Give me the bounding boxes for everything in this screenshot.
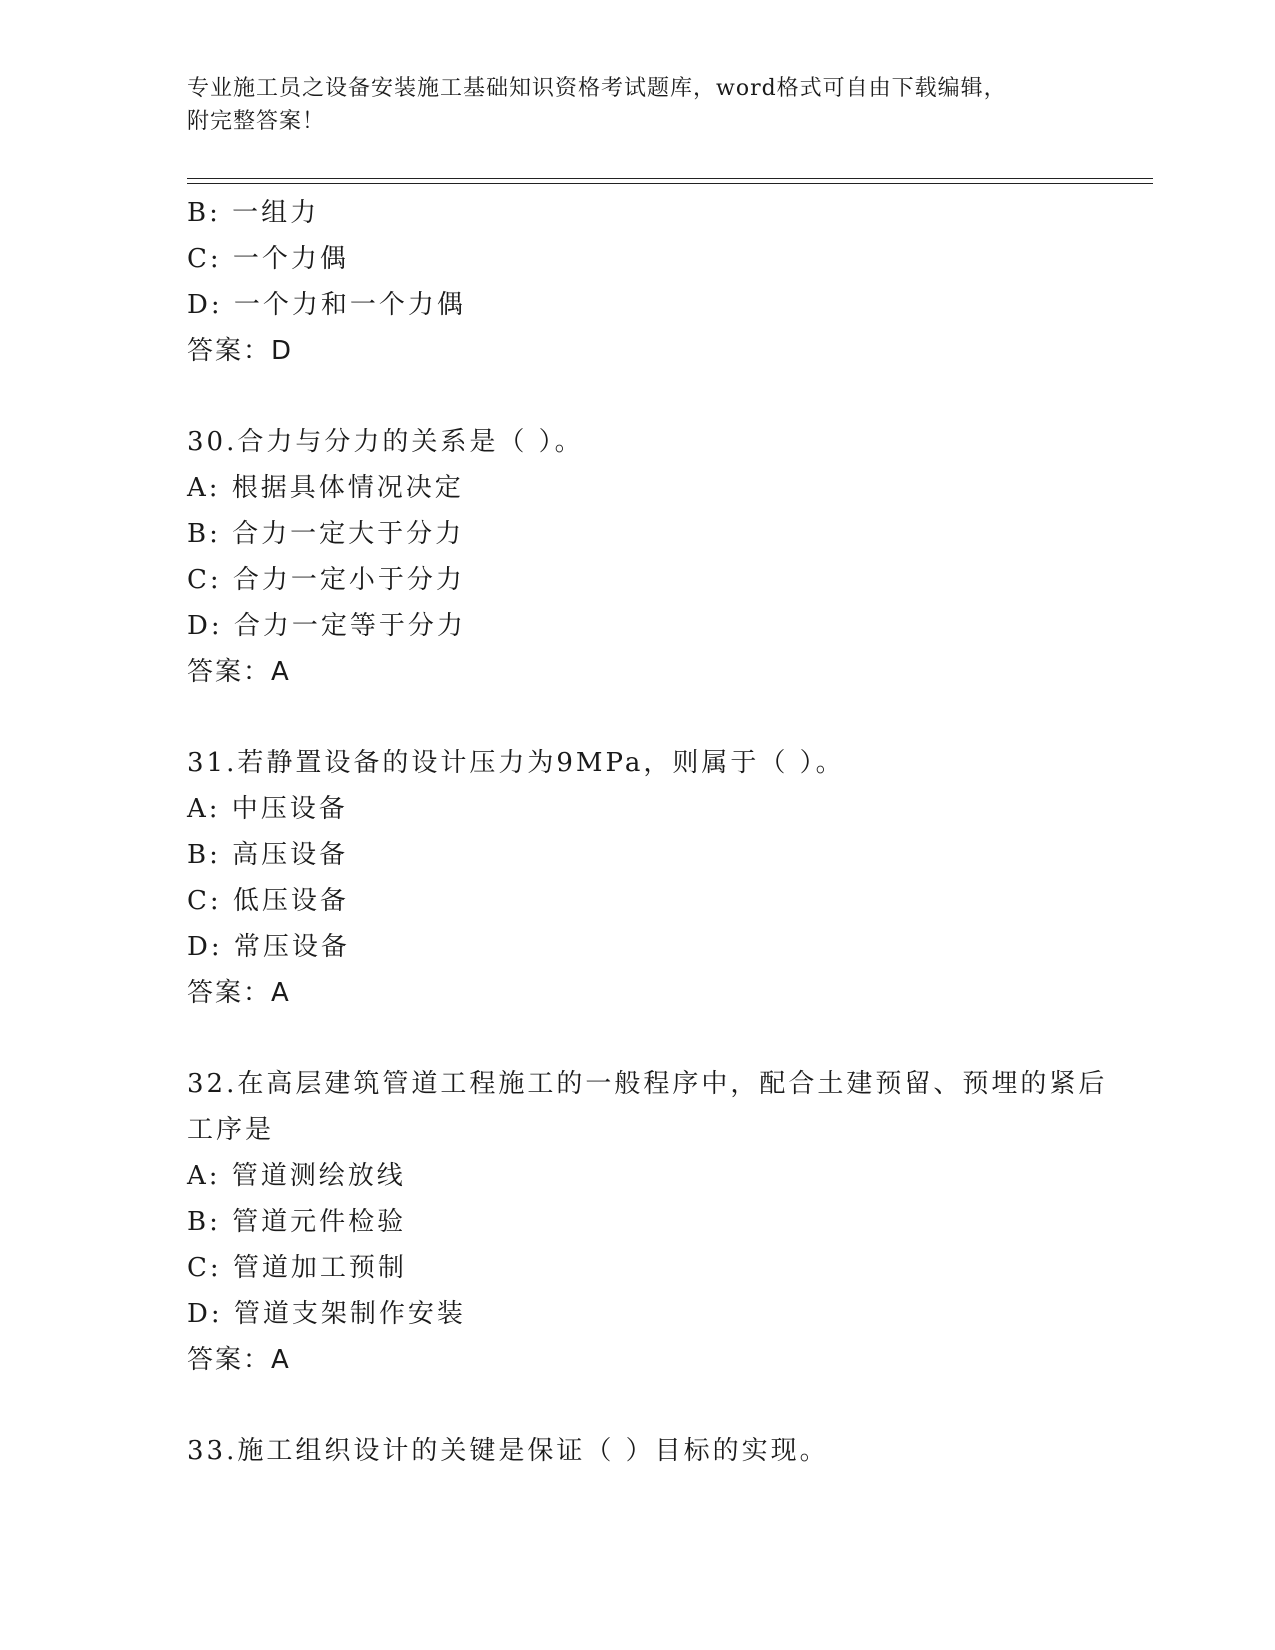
partial-question: [187, 190, 1127, 374]
document-header: [187, 72, 1087, 138]
answer-line: 答案：D: [187, 336, 294, 366]
option-c: C: 合力一定小于分力: [187, 565, 465, 595]
answer-line: 答案：A: [187, 657, 291, 687]
question-text: 32.在高层建筑管道工程施工的一般程序中，配合土建预留、预埋的紧后工序是: [187, 1069, 1108, 1145]
document-body: [187, 190, 1127, 1474]
option-b: B: 高压设备: [187, 840, 349, 870]
question-32: [187, 1061, 1127, 1383]
option-d: D: 一个力和一个力偶: [187, 290, 466, 320]
question-text: 30.合力与分力的关系是（ ）。: [187, 427, 584, 457]
option-b: B: 合力一定大于分力: [187, 519, 465, 549]
option-a: A: 管道测绘放线: [187, 1161, 406, 1191]
option-d: D: 常压设备: [187, 932, 350, 962]
header-line-1: 专业施工员之设备安装施工基础知识资格考试题库，word格式可自由下载编辑，: [187, 76, 1007, 101]
option-d: D: 管道支架制作安装: [187, 1299, 466, 1329]
option-d: D: 合力一定等于分力: [187, 611, 466, 641]
header-rule-bottom: [187, 183, 1153, 184]
question-30: [187, 419, 1127, 695]
option-b: B: 管道元件检验: [187, 1207, 407, 1237]
question-text: 33.施工组织设计的关键是保证（ ）目标的实现。: [187, 1436, 829, 1466]
header-rule-top: [187, 178, 1153, 179]
option-a: A: 中压设备: [187, 794, 348, 824]
option-c: C: 管道加工预制: [187, 1253, 407, 1283]
option-a: A: 根据具体情况决定: [187, 473, 464, 503]
question-text: 31.若静置设备的设计压力为9MPa，则属于（ ）。: [187, 748, 845, 778]
option-b: B: 一组力: [187, 198, 320, 228]
answer-line: 答案：A: [187, 978, 291, 1008]
option-c: C: 低压设备: [187, 886, 349, 916]
question-33: [187, 1428, 1127, 1474]
answer-line: 答案：A: [187, 1345, 291, 1375]
question-31: [187, 740, 1127, 1016]
header-line-2: 附完整答案！: [187, 109, 326, 134]
option-c: C: 一个力偶: [187, 244, 349, 274]
